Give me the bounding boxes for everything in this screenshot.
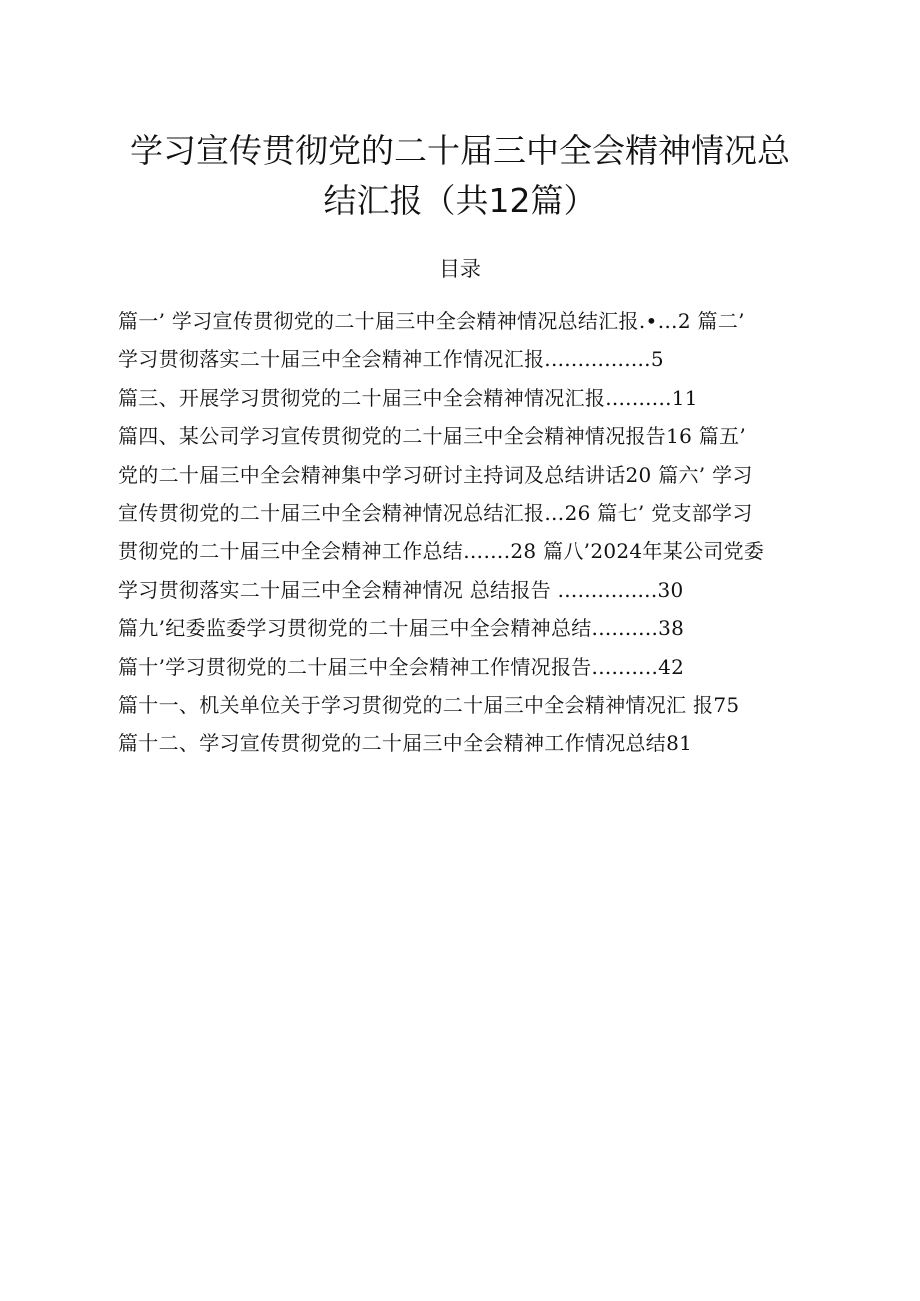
toc-line: 篇一’ 学习宣传贯彻党的二十届三中全会精神情况总结汇报.•…2 篇二’	[118, 309, 745, 333]
document-title	[110, 126, 810, 226]
toc-line: 宣传贯彻党的二十届三中全会精神情况总结汇报…26 篇七’ 党支部学习	[118, 500, 753, 525]
table-of-contents	[118, 302, 858, 763]
toc-line: 党的二十届三中全会精神集中学习研讨主持词及总结讲话20 篇六’ 学习	[118, 462, 753, 487]
toc-line: 学习贯彻落实二十届三中全会精神情况 总结报告 ...............30	[118, 577, 684, 602]
toc-line: 篇九’纪委监委学习贯彻党的二十届三中全会精神总结..........38	[118, 616, 685, 641]
toc-line: 贯彻党的二十届三中全会精神工作总结…….28 篇八’2024年某公司党委	[118, 539, 765, 564]
toc-line: 篇三、开展学习贯彻党的二十届三中全会精神情况汇报..........11	[118, 385, 698, 410]
title-line-2: 结汇报（共12篇）	[323, 181, 597, 220]
title-line-1: 学习宣传贯彻党的二十届三中全会精神情况总	[130, 131, 790, 170]
toc-line: 篇十一、机关单位关于学习贯彻党的二十届三中全会精神情况汇 报75	[118, 692, 740, 717]
toc-heading: 目录	[439, 257, 481, 281]
toc-line: 篇十二、学习宣传贯彻党的二十届三中全会精神工作情况总结81	[118, 731, 693, 756]
toc-line: 学习贯彻落实二十届三中全会精神工作情况汇报................5	[118, 347, 664, 372]
toc-line: 篇四、某公司学习宣传贯彻党的二十届三中全会精神情况报告16 篇五’	[118, 424, 747, 449]
toc-line: 篇十’学习贯彻党的二十届三中全会精神工作情况报告..........42	[118, 654, 685, 679]
